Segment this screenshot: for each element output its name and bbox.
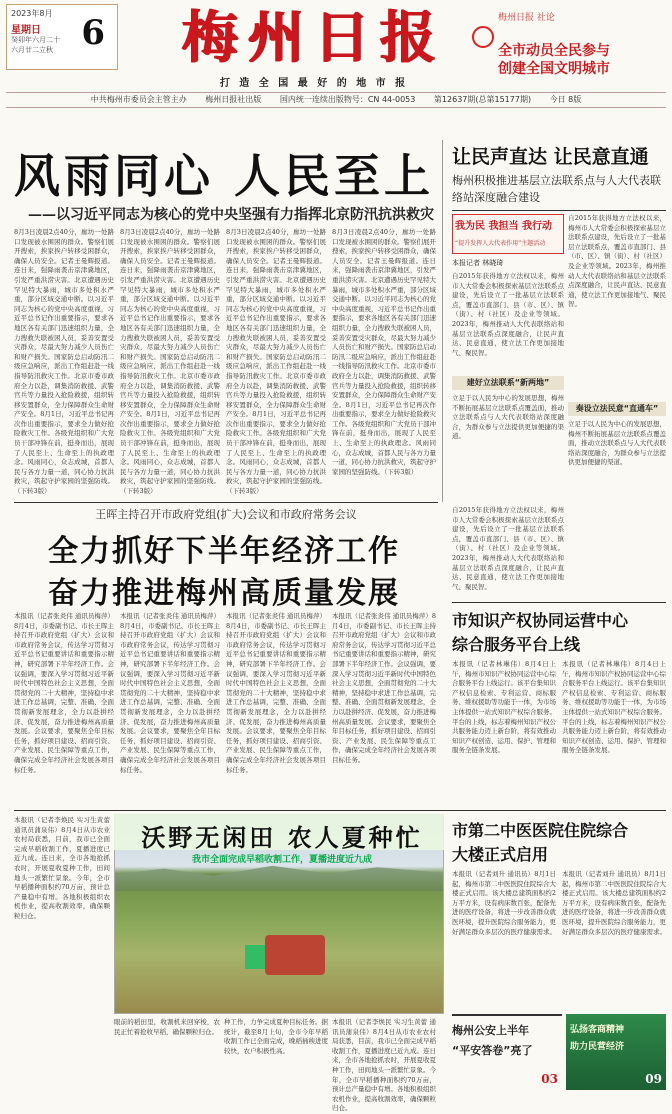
harvest-headline[interactable]: 沃野无闲田 农人夏种忙 [141, 823, 423, 852]
right-top-col-2b: 立足于以人民为中心的发展思想，梅州不断拓展基层立法联系点覆盖面，推动立法联系点与人大代表联络站深度融合，为群众参与立法提供更加便捷的渠道。 [568, 420, 666, 467]
ad-page-number: 09 [645, 1072, 662, 1086]
middle-column-1: 本报讯（记者张炎伟 通讯员梅萍）8月4日，市委副书记、市长王晖主持召开市政府党组（扩大）会议和市政府常务会议，传达学习贯彻习近平总书记重要讲话和重要指示精神，研究部署下半年经济工作。会议强调，要深入学习贯彻习近平新时代中国特色社会主义思想，全面贯彻党的二十大精神，坚持稳中求进工作总基调，完整、准确、全面贯彻新发展理念，全力以赴拼经济、促发展，奋力推进梅州高质量发展。会议要求，要聚焦全年目标任务，抓好项目建设、招商引资、产业发展、民生保障等重点工作，确保完成全年经济社会发展各项目标任务。 [14, 612, 114, 774]
newspaper-slogan: 打 造 全 国 最 好 的 地 市 报 [219, 78, 409, 89]
right-bottom-col-1: 本报讯（记者刘升 通讯员）8月1日起，梅州市第二中医医院住院综合大楼正式启用。该大楼总建筑面积约2万平方米，设有病床数百张，配备先进的医疗设备，将进一步改善群众就医环境，提升医院综合服务能力，更好满足群众多层次的医疗健康需求。 [452, 870, 556, 936]
promo-page-number: 03 [541, 1072, 558, 1086]
lunar-line-1: 癸卯年六月二十 [11, 36, 60, 44]
civilization-campaign-logo [470, 2, 666, 77]
middle-pre-headline: 王晖主持召开市政府党组(扩大)会议和市政府常务会议 [95, 508, 357, 521]
harvest-left-text: 本报讯（记者李焕民 实习生黄蕾 通讯员蒲泉伟）8月4日从市农业农村局获悉，目前，我市已全面完成早稻收割工作，夏播进度已近九成。连日来，全市各地抢抓农时，开展夏收夏种工作，田间地头一派繁忙景象。今年，全市早稻播种面积约70万亩，预计总产量稳中有增。各地积极组织农机作业，提高收割效率，确保颗粒归仓。 [14, 816, 110, 920]
divider [14, 502, 438, 503]
ad-text-2: 助力民营经济 [570, 1042, 625, 1052]
promo-ad[interactable] [566, 1014, 666, 1090]
harvest-bottom-text-2: 本报讯（记者李焕民 实习生黄蕾 通讯员蒲泉伟）8月4日从市农业农村局获悉，目前，我市已全面完成早稻收割工作，夏播进度已近九成。连日来，全市各地抢抓农时，开展夏收夏种工作，田间地头一派繁忙景象。今年，全市早稻播种面积约70万亩，预计总产量稳中有增。各地积极组织农机作业，提高收割效率，确保颗粒归仓。 [332, 1018, 436, 1113]
info-item: 国内统一连续出版物号：CN 44-0053 [279, 95, 416, 104]
campaign-emblem-icon [472, 26, 494, 48]
harvester-graphic [265, 935, 325, 975]
info-item: 中共梅州市委员会主管主办 [90, 95, 187, 104]
right-top-subhead: 梅州积极推进基层立法联系点与人大代表联络站深度融合建设 [452, 174, 661, 204]
right-bottom-headline-2[interactable]: 大楼正式启用 [452, 845, 549, 864]
publication-info-bar [6, 92, 666, 108]
day-number: 6 [81, 13, 105, 53]
middle-column-4: 本报讯（记者张炎伟 通讯员梅萍）8月4日，市委副书记、市长王晖主持召开市政府党组（扩大）会议和市政府常务会议，传达学习贯彻习近平总书记重要讲话和重要指示精神，研究部署下半年经济工作。会议强调，要深入学习贯彻习近平新时代中国特色社会主义思想，全面贯彻党的二十大精神，坚持稳中求进工作总基调，完整、准确、全面贯彻新发展理念，全力以赴拼经济、促发展，奋力推进梅州高质量发展。会议要求，要聚焦全年目标任务，抓好项目建设、招商引资、产业发展、民生保障等重点工作，确保完成全年经济社会发展各项目标任务。 [332, 612, 436, 764]
campaign-slogan-1: 全市动员全民参与 [498, 43, 610, 59]
right-top-col-1b: 立足于以人民为中心的发展思想，梅州不断拓展基层立法联系点覆盖面，推动立法联系点与人大代表联络站深度融合，为群众参与立法提供更加便捷的渠道。 [452, 394, 564, 441]
right-mid-headline-1[interactable]: 市知识产权协同运营中心 [452, 611, 629, 630]
middle-column-2: 本报讯（记者张炎伟 通讯员梅萍）8月4日，市委副书记、市长王晖主持召开市政府党组（扩大）会议和市政府常务会议，传达学习贯彻习近平总书记重要讲话和重要指示精神，研究部署下半年经济工作。会议强调，要深入学习贯彻习近平新时代中国特色社会主义思想，全面贯彻党的二十大精神，坚持稳中求进工作总基调，完整、准确、全面贯彻新发展理念，全力以赴拼经济、促发展，奋力推进梅州高质量发展。会议要求，要聚焦全年目标任务，抓好项目建设、招商引资、产业发展、民生保障等重点工作，确保完成全年经济社会发展各项目标任务。 [120, 612, 220, 774]
divider [452, 602, 666, 603]
right-mid-headline-2[interactable]: 综合服务平台上线 [452, 635, 581, 654]
campaign-slogan-2: 创建全国文明城市 [498, 61, 610, 77]
hills-graphic [115, 863, 443, 891]
date-line: 2023年8月 [11, 9, 53, 18]
campaign-tag-box [452, 214, 564, 254]
divider [452, 210, 666, 211]
info-item: 第12637期(总第15177期) [433, 95, 532, 104]
campaign-logo-top: 梅州日报 社论 [498, 13, 555, 23]
middle-column-3: 本报讯（记者张炎伟 通讯员梅萍）8月4日，市委副书记、市长王晖主持召开市政府党组（扩大）会议和市政府常务会议，传达学习贯彻习近平总书记重要讲话和重要指示精神，研究部署下半年经济工作。会议强调，要深入学习贯彻习近平新时代中国特色社会主义思想，全面贯彻党的二十大精神，坚持稳中求进工作总基调，完整、准确、全面贯彻新发展理念，全力以赴拼经济、促发展，奋力推进梅州高质量发展。会议要求，要聚焦全年目标任务，抓好项目建设、招商引资、产业发展、民生保障等重点工作，确保完成全年经济社会发展各项目标任务。 [226, 612, 326, 774]
right-bottom-col-2: 本报讯（记者刘升 通讯员）8月1日起，梅州市第二中医医院住院综合大楼正式启用。该大楼总建筑面积约2万平方米，设有病床数百张，配备先进的医疗设备，将进一步改善群众就医环境，提升医院综合服务能力，更好满足群众多层次的医疗健康需求。 [562, 870, 666, 936]
right-top-col-1a: 自2015年获得地方立法权以来，梅州市人大常委会积极探索基层立法联系点建设，先后设立了一批基层立法联系点，覆盖市直部门、县（市、区）、镇（街）、村（社区）及企业等领域。2023年，梅州推动人大代表联络站和基层立法联系点深度融合，让民声直达、民意直通，使立法工作更加接地气、聚民智。 [452, 272, 564, 357]
lunar-date [11, 35, 60, 55]
lead-column-4: 8月3日凌晨2点40分，廊坊一处路口发现被水围困的群众。警察们展开搜索，挨家挨户转移受困群众，确保人员安全。记者王曼辉报道。连日来，强降雨袭击京津冀地区，引发严重洪涝灾害。北京遭遇历史罕见特大暴雨，城市多处积水严重，部分区域交通中断。以习近平同志为核心的党中央高度重视，习近平总书记作出重要指示，要求各地区各有关部门迅速组织力量，全力搜救失联被困人员，妥善安置受灾群众，尽最大努力减少人员伤亡和财产损失。国家防总启动防汛二级应急响应，派出工作组赶赴一线指导防汛救灾工作。北京市委市政府全力以赴，调集消防救援、武警官兵等力量投入抢险救援，组织转移安置群众，全力保障群众生命财产安全。8月1日，习近平总书记再次作出重要指示，要求全力做好抢险救灾工作。各级党组织和广大党员干部冲锋在前，挺身而出，展现了人民至上、生命至上的执政理念。风雨同心，众志成城，首都人民与各方力量一道，同心协力抗洪救灾，筑起守护家园的坚强防线。（下转3版） [332, 228, 436, 476]
campaign-tag-title: 我为民 我担当 我行动 [455, 221, 552, 232]
lead-subhead: ——以习近平同志为核心的党中央坚强有力指挥北京防汛抗洪救灾 [28, 207, 434, 223]
right-mid-col-1: 本报讯（记者林琳伟）8月4日上午，梅州市知识产权协同运营中心综合服务平台上线运行。该平台集知识产权信息检索、专利运营、商标服务、维权援助等功能于一体，为市场主体提供一站式知识产权综合服务。平台的上线，标志着梅州知识产权公共服务能力迈上新台阶，将有效推动知识产权创造、运用、保护、管理和服务全链条发展。 [452, 660, 556, 755]
info-item: 梅州日报社出版 [205, 95, 262, 104]
lead-column-3: 8月3日凌晨2点40分，廊坊一处路口发现被水围困的群众。警察们展开搜索，挨家挨户转移受困群众，确保人员安全。记者王曼辉报道。连日来，强降雨袭击京津冀地区，引发严重洪涝灾害。北京遭遇历史罕见特大暴雨，城市多处积水严重，部分区域交通中断。以习近平同志为核心的党中央高度重视，习近平总书记作出重要指示，要求各地区各有关部门迅速组织力量，全力搜救失联被困人员，妥善安置受灾群众，尽最大努力减少人员伤亡和财产损失。国家防总启动防汛二级应急响应，派出工作组赶赴一线指导防汛救灾工作。北京市委市政府全力以赴，调集消防救援、武警官兵等力量投入抢险救援，组织转移安置群众，全力保障群众生命财产安全。8月1日，习近平总书记再次作出重要指示，要求全力做好抢险救灾工作。各级党组织和广大党员干部冲锋在前，挺身而出，展现了人民至上、生命至上的执政理念。风雨同心，众志成城，首都人民与各方力量一道，同心协力抗洪救灾，筑起守护家园的坚强防线。（下转3版） [226, 228, 326, 496]
lead-headline[interactable]: 风雨同心 人民至上 [14, 149, 435, 203]
ad-text-1: 弘扬客商精神 [570, 1025, 625, 1035]
right-bottom-headline-1[interactable]: 市第二中医医院住院综合 [452, 821, 629, 840]
promo-title-2: “平安答卷”亮了 [452, 1044, 533, 1057]
date-box [6, 4, 118, 70]
promo-police[interactable] [452, 1014, 562, 1090]
right-top-box-title-2: 奏设立法民意“直通车” [568, 402, 666, 416]
promo-title-1: 梅州公安上半年 [452, 1024, 529, 1037]
divider [14, 810, 666, 811]
lead-column-2: 8月3日凌晨2点40分，廊坊一处路口发现被水围困的群众。警察们展开搜索，挨家挨户转移受困群众，确保人员安全。记者王曼辉报道。连日来，强降雨袭击京津冀地区，引发严重洪涝灾害。北京遭遇历史罕见特大暴雨，城市多处积水严重，部分区域交通中断。以习近平同志为核心的党中央高度重视，习近平总书记作出重要指示，要求各地区各有关部门迅速组织力量，全力搜救失联被困人员，妥善安置受灾群众，尽最大努力减少人员伤亡和财产损失。国家防总启动防汛二级应急响应，派出工作组赶赴一线指导防汛救灾工作。北京市委市政府全力以赴，调集消防救援、武警官兵等力量投入抢险救援，组织转移安置群众，全力保障群众生命财产安全。8月1日，习近平总书记再次作出重要指示，要求全力做好抢险救灾工作。各级党组织和广大党员干部冲锋在前，挺身而出，展现了人民至上、生命至上的执政理念。风雨同心，众志成城，首都人民与各方力量一道，同心协力抗洪救灾，筑起守护家园的坚强防线。（下转3版） [120, 228, 220, 496]
harvest-caption: 眼前的稻田里，收割机来回穿梭，农民正忙着抢收早稻，确保颗粒归仓。 [114, 1018, 220, 1036]
lead-column-1: 8月3日凌晨2点40分，廊坊一处路口发现被水围困的群众。警察们展开搜索，挨家挨户转移受困群众，确保人员安全。记者王曼辉报道。连日来，强降雨袭击京津冀地区，引发严重洪涝灾害。北京遭遇历史罕见特大暴雨，城市多处积水严重，部分区域交通中断。以习近平同志为核心的党中央高度重视，习近平总书记作出重要指示，要求各地区各有关部门迅速组织力量，全力搜救失联被困人员，妥善安置受灾群众，尽最大努力减少人员伤亡和财产损失。国家防总启动防汛二级应急响应，派出工作组赶赴一线指导防汛救灾工作。北京市委市政府全力以赴，调集消防救援、武警官兵等力量投入抢险救援，组织转移安置群众，全力保障群众生命财产安全。8月1日，习近平总书记再次作出重要指示，要求全力做好抢险救灾工作。各级党组织和广大党员干部冲锋在前，挺身而出，展现了人民至上、生命至上的执政理念。风雨同心，众志成城，首都人民与各方力量一道，同心协力抗洪救灾，筑起守护家园的坚强防线。（下转3版） [14, 228, 114, 496]
weekday: 星期日 [11, 25, 41, 36]
masthead: 梅州日报 [182, 5, 446, 71]
right-mid-col-2: 本报讯（记者林琳伟）8月4日上午，梅州市知识产权协同运营中心综合服务平台上线运行。该平台集知识产权信息检索、专利运营、商标服务、维权援助等功能于一体，为市场主体提供一站式知识产权综合服务。平台的上线，标志着梅州知识产权公共服务能力迈上新台阶，将有效推动知识产权创造、运用、保护、管理和服务全链条发展。 [562, 660, 666, 755]
right-top-byline: 本报记者 林晓琦 [452, 259, 504, 267]
campaign-tag-sub: “提升发挥人大代表作用”主题活动 [455, 240, 546, 247]
right-top-col-1c: 自2015年获得地方立法权以来，梅州市人大常委会积极探索基层立法联系点建设，先后设立了一批基层立法联系点，覆盖市直部门、县（市、区）、镇（街）、村（社区）及企业等领域。2023年，梅州推动人大代表联络站和基层立法联系点深度融合，让民声直达、民意直通，使立法工作更加接地气、聚民智。 [452, 506, 564, 591]
lunar-line-2: 六月廿二立秋 [11, 46, 53, 54]
harvest-bottom-text: 种工作，力争完成夏种目标任务。据统计，截至8月上旬，全市今年早稻收割工作已全面完成，晚稻插秧进度较快，农户积极性高。 [224, 1018, 328, 1055]
right-top-headline[interactable]: 让民声直达 让民意直通 [452, 146, 649, 168]
right-top-col-2a: 自2015年获得地方立法权以来，梅州市人大常委会积极探索基层立法联系点建设，先后设立了一批基层立法联系点，覆盖市直部门、县（市、区）、镇（街）、村（社区）及企业等领域。2023年，梅州推动人大代表联络站和基层立法联系点深度融合，让民声直达、民意直通，使立法工作更加接地气、聚民智。 [568, 214, 666, 309]
right-top-box-title: 建好立法联系“新两地” [452, 376, 564, 390]
harvest-subhead: 我市全面完成早稻收割工作，夏播进度近九成 [191, 855, 372, 865]
column-divider [442, 140, 443, 502]
middle-headline-1[interactable]: 全力抓好下半年经济工作 [48, 534, 400, 569]
middle-headline-2[interactable]: 奋力推进梅州高质量发展 [48, 576, 400, 611]
info-item: 今日 8版 [549, 95, 582, 104]
